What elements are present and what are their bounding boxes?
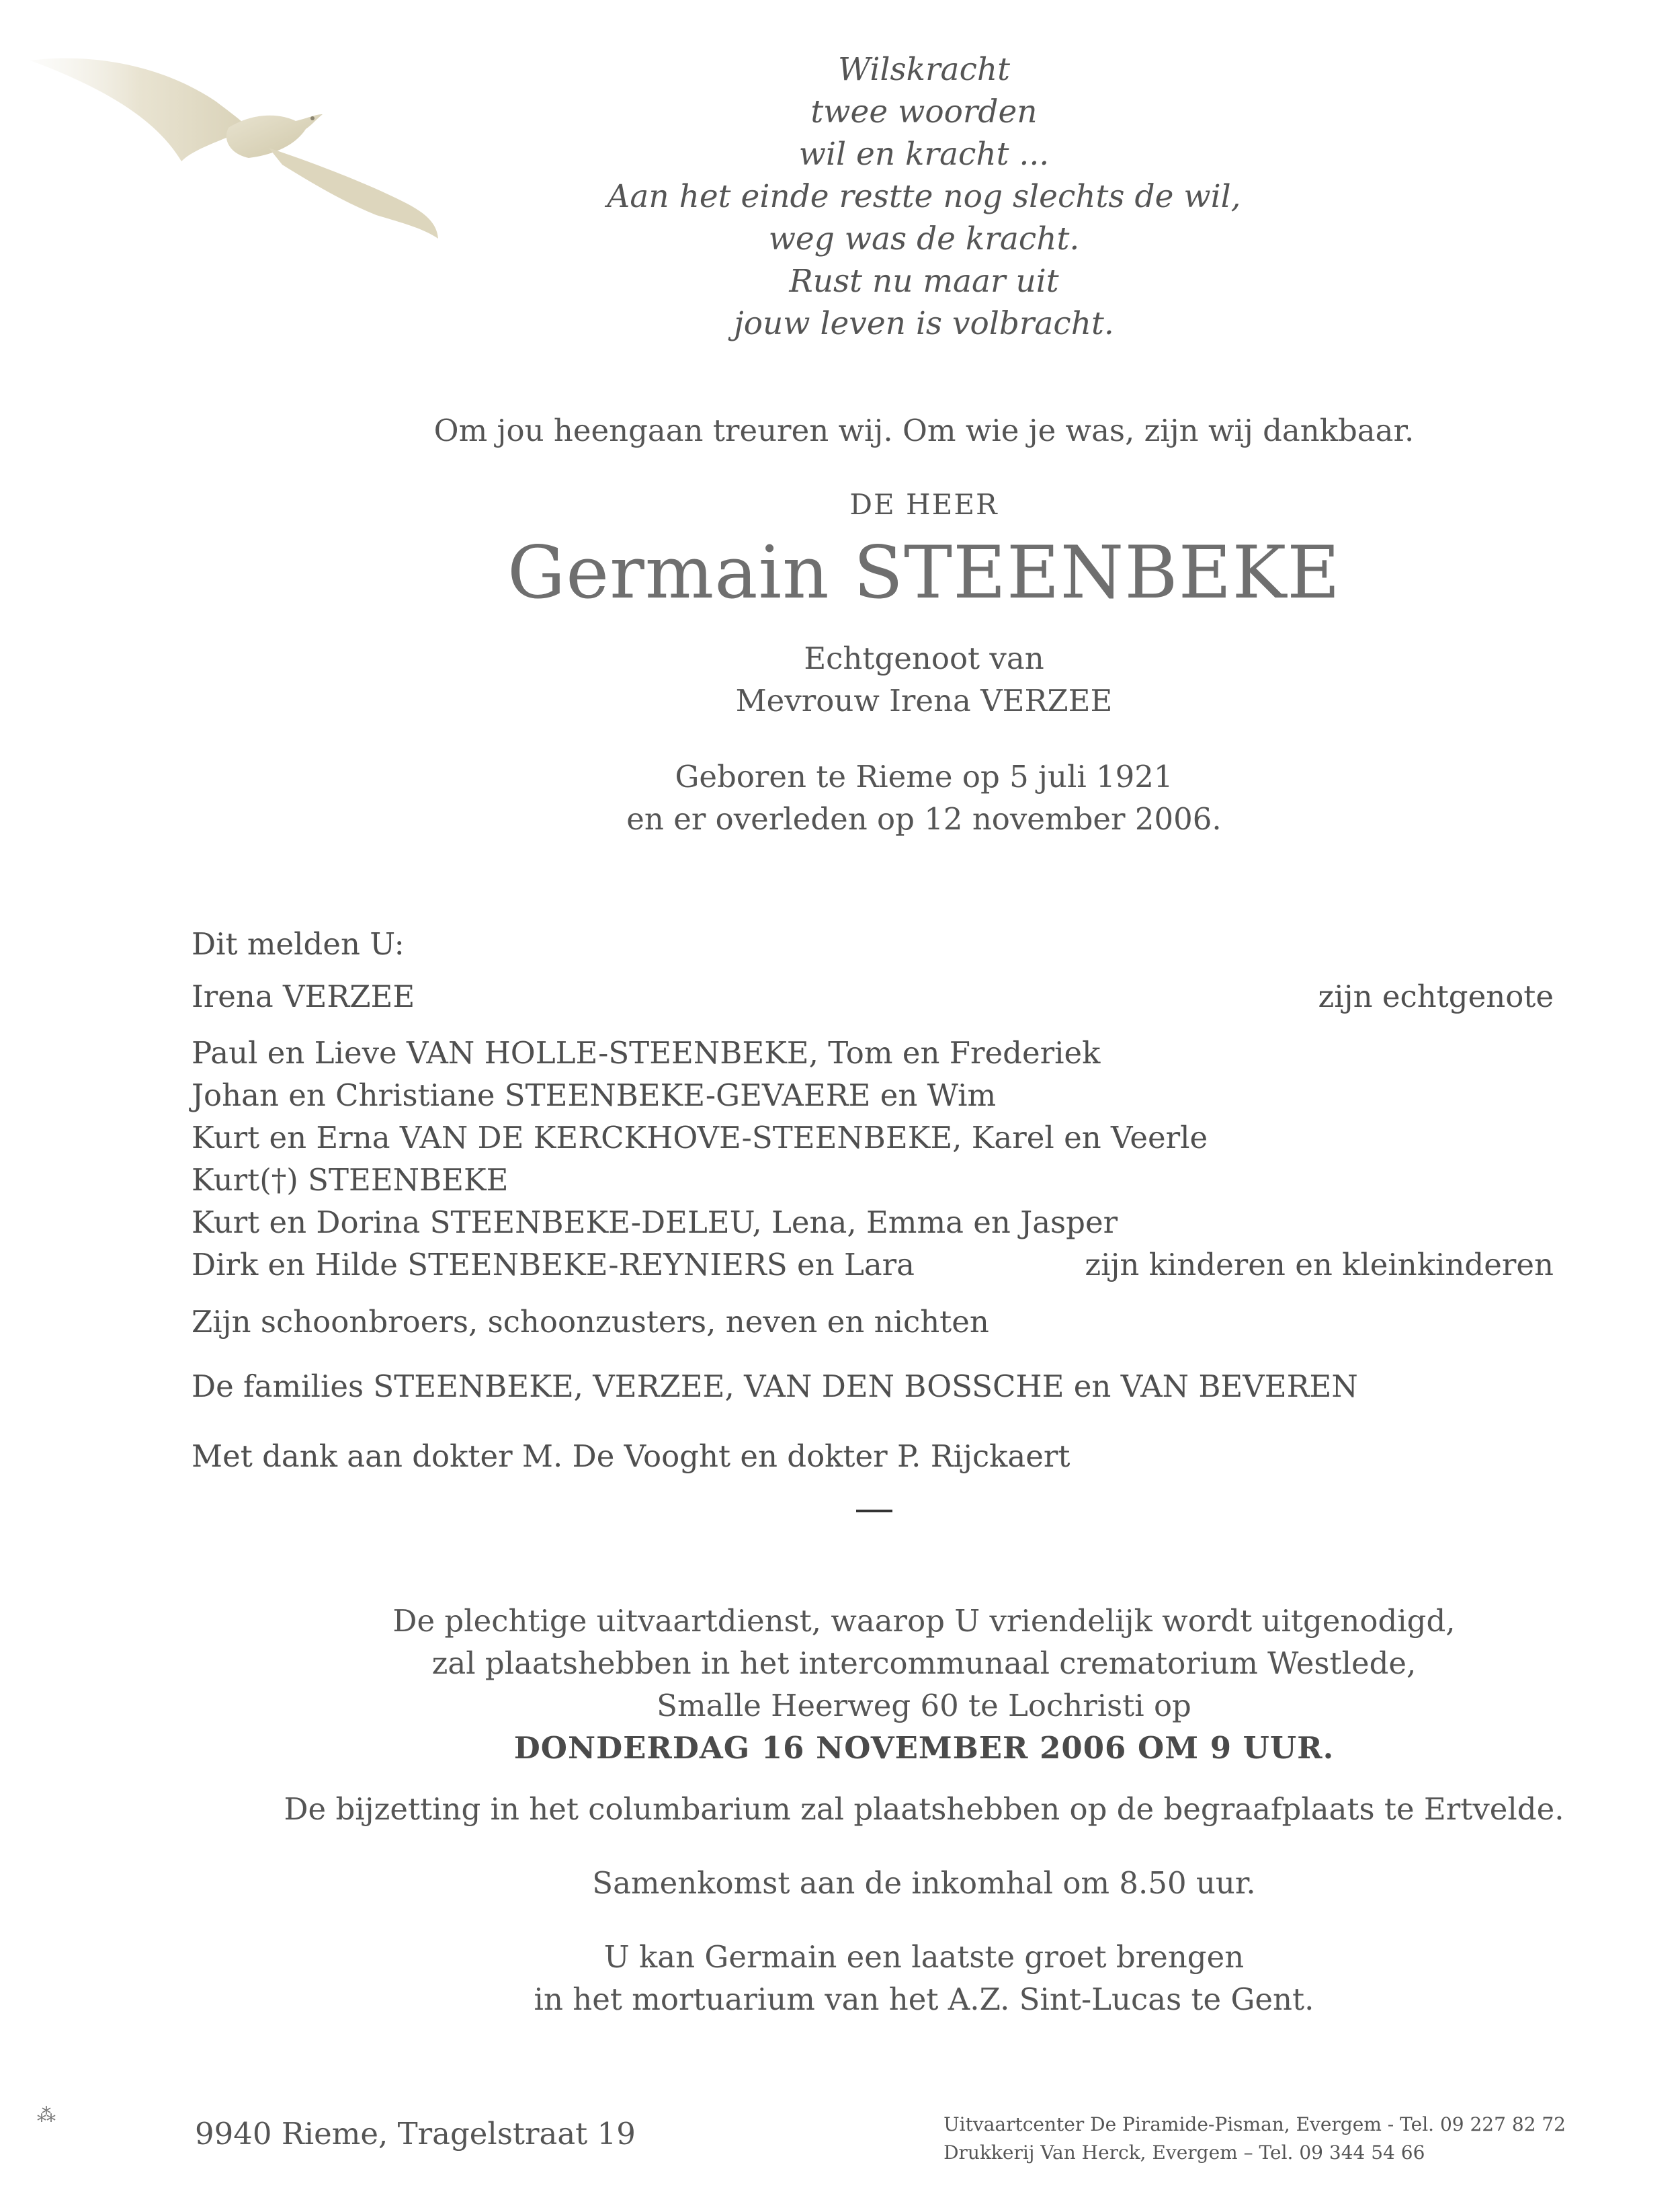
spouse-line: Mevrouw Irena VERZEE <box>735 683 1113 719</box>
speck-mark: ⁂ <box>37 2104 56 2126</box>
spouse-name: Irena VERZEE <box>192 979 415 1014</box>
service-line: Smalle Heerweg 60 te Lochristi op <box>657 1688 1191 1723</box>
printer: Drukkerij Van Herck, Evergem – Tel. 09 344 54 66 <box>943 2141 1425 2164</box>
service-line: De plechtige uitvaartdienst, waarop U vriendelijk wordt uitgenodigd, <box>392 1603 1456 1639</box>
child-line: Kurt(†) STEENBEKE <box>192 1162 509 1198</box>
in-laws: Zijn schoonbroers, schoonzusters, neven en nichten <box>192 1304 989 1340</box>
service-line: zal plaatshebben in het intercommunaal crematorium Westlede, <box>431 1645 1417 1681</box>
interment: De bijzetting in het columbarium zal plaatshebben op de begraafplaats te Ertvelde. <box>284 1791 1564 1827</box>
divider <box>856 1510 892 1512</box>
poem-line: jouw leven is volbracht. <box>734 305 1114 342</box>
families: De families STEENBEKE, VERZEE, VAN DEN BOSSCHE en VAN BEVEREN <box>192 1368 1358 1404</box>
imprint <box>943 2111 1566 2167</box>
spouse-line: Echtgenoot van <box>804 641 1044 676</box>
service-info <box>84 1600 1680 1769</box>
child-line: Johan en Christiane STEENBEKE-GEVAERE en Wim <box>192 1077 997 1113</box>
poem-line: Wilskracht <box>837 51 1011 88</box>
death-line: en er overleden op 12 november 2006. <box>626 801 1222 837</box>
gathering: Samenkomst aan de inkomhal om 8.50 uur. <box>592 1865 1256 1901</box>
farewell-line: U kan Germain een laatste groet brengen <box>603 1939 1245 1975</box>
thanks: Met dank aan dokter M. De Vooght en dokter P. Rijckaert <box>192 1438 1070 1474</box>
child-line: Kurt en Erna VAN DE KERCKHOVE-STEENBEKE, Karel en Veerle <box>192 1120 1208 1155</box>
farewell <box>84 1936 1680 2020</box>
service-datetime: DONDERDAG 16 NOVEMBER 2006 OM 9 UUR. <box>513 1730 1335 1766</box>
farewell-line: in het mortuarium van het A.Z. Sint-Lucas te Gent. <box>534 1981 1314 2017</box>
spouse-relation: zijn echtgenote <box>1318 979 1554 1014</box>
poem-line: Aan het einde restte nog slechts de wil, <box>607 178 1241 215</box>
deceased-name: Germain STEENBEKE <box>507 531 1341 615</box>
poem-line: wil en kracht ... <box>798 136 1050 173</box>
spouse-info <box>84 637 1680 722</box>
birth-info <box>84 755 1680 840</box>
funeral-home: Uitvaartcenter De Piramide-Pisman, Evergem - Tel. 09 227 82 72 <box>943 2113 1566 2135</box>
poem <box>84 48 1680 345</box>
announcement-intro: Dit melden U: <box>192 926 405 962</box>
honorific: DE HEER <box>849 488 999 521</box>
poem-line: Rust nu maar uit <box>789 263 1059 300</box>
children-relation: zijn kinderen en kleinkinderen <box>1085 1247 1554 1282</box>
child-line: Dirk en Hilde STEENBEKE-REYNIERS en Lara <box>192 1247 915 1282</box>
birth-line: Geboren te Rieme op 5 juli 1921 <box>675 759 1173 794</box>
home-address: 9940 Rieme, Tragelstraat 19 <box>195 2116 636 2152</box>
poem-line: weg was de kracht. <box>768 220 1080 257</box>
poem-line: twee woorden <box>810 93 1038 130</box>
child-line: Paul en Lieve VAN HOLLE-STEENBEKE, Tom en Frederiek <box>192 1035 1101 1071</box>
tagline: Om jou heengaan treuren wij. Om wie je was, zijn wij dankbaar. <box>433 413 1415 448</box>
child-line: Kurt en Dorina STEENBEKE-DELEU, Lena, Emma en Jasper <box>192 1204 1118 1240</box>
